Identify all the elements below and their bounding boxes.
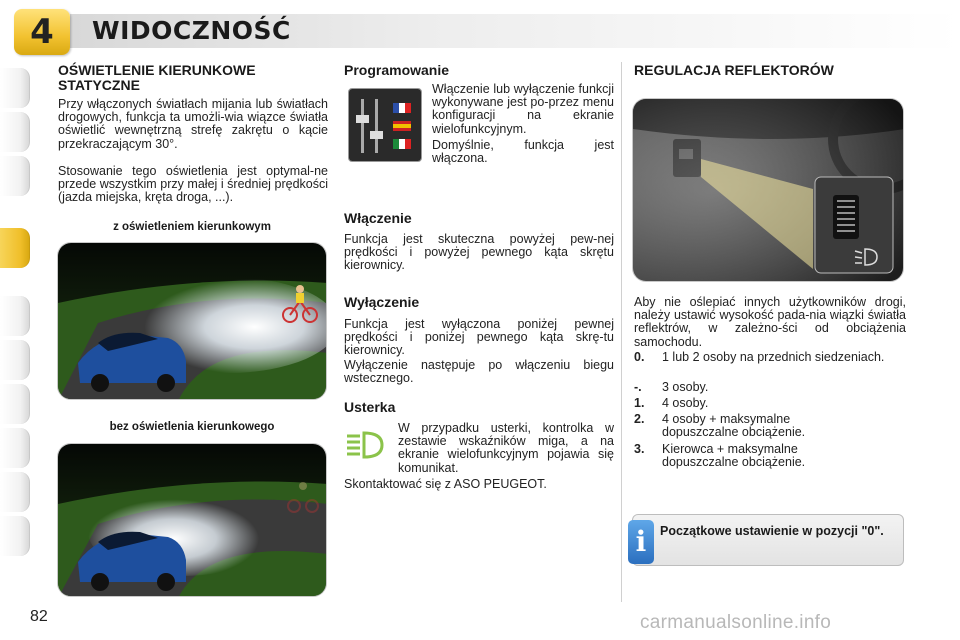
list-item-key: 3. — [634, 442, 645, 456]
info-box — [632, 514, 904, 566]
caption-without-cornering: bez oświetlenia kierunkowego — [109, 421, 275, 433]
side-tab-5[interactable] — [0, 296, 30, 336]
fault-warning-lamp-icon — [344, 428, 390, 462]
side-tab-2[interactable] — [0, 112, 30, 152]
illustration-dashboard-adjuster — [632, 98, 904, 282]
column-divider — [621, 62, 622, 602]
paragraph-static-cornering-1: Przy włączonych światłach mijania lub światłach drogowych, funkcja ta umożli-wia wiązce światła oświetlić wewnętrzną strefę zakrętu o kącie przekraczającym 30°. — [58, 97, 328, 151]
config-screen-icon — [348, 88, 422, 162]
caption-with-cornering: z oświetleniem kierunkowym — [113, 221, 271, 233]
list-item-key: 1. — [634, 396, 645, 410]
section-heading-fault: Usterka — [344, 399, 396, 415]
paragraph-headlamp-intro: Aby nie oślepiać innych użytkowników drogi, należy ustawić wysokość pada-nia wiązki światła reflektrów, w zależno-ści od obciążenia samochodu. — [634, 295, 906, 349]
paragraph-deactivation-1: Funkcja jest wyłączona poniżej pewnej prędkości i poniżej pewnego kąta skrę-tu kierownicy. — [344, 317, 614, 358]
side-tab-10[interactable] — [0, 516, 30, 556]
paragraph-fault-contact: Skontaktować się z ASO PEUGEOT. — [344, 477, 547, 491]
section-heading-deactivation: Wyłączenie — [344, 294, 420, 310]
page-title: WIDOCZNOŚĆ — [92, 16, 291, 45]
side-tab-1[interactable] — [0, 68, 30, 108]
paragraph-fault: W przypadku usterki, kontrolka w zestawie wskaźników miga, a na ekranie wielofunkcyjnym pojawia się komunikat. — [398, 421, 614, 475]
paragraph-programming-2: Domyślnie, funkcja jest włączona. — [432, 138, 614, 166]
section-heading-activation: Włączenie — [344, 210, 412, 226]
side-tab-3[interactable] — [0, 156, 30, 196]
paragraph-activation: Funkcja jest skuteczna powyżej pew-nej prędkości i powyżej pewnego kąta skrętu kierownicy. — [344, 232, 614, 273]
paragraph-static-cornering-2: Stosowanie tego oświetlenia jest optymal-ne przede wszystkim przy małej i średniej prędkości (jazda miejska, kręta droga, ...). — [58, 164, 328, 205]
list-item-text: 1 lub 2 osoby na przednich siedzeniach. — [662, 350, 885, 364]
section-heading-static-cornering: OŚWIETLENIE KIERUNKOWE STATYCZNE — [58, 62, 256, 93]
list-item-text: 4 osoby. — [662, 396, 709, 410]
list-item-text: 3 osoby. — [662, 380, 709, 394]
list-item-key: 2. — [634, 412, 645, 426]
side-tab-9[interactable] — [0, 472, 30, 512]
illustration-without-cornering-light — [57, 443, 327, 597]
section-heading-headlamp-adjustment: REGULACJA REFLEKTORÓW — [634, 62, 834, 78]
list-item-key: 0. — [634, 350, 645, 364]
paragraph-programming-1: Włączenie lub wyłączenie funkcji wykonywane jest po-przez menu konfiguracji na ekranie wielofunkcyjnym. — [432, 82, 614, 136]
section-heading-programming: Programowanie — [344, 62, 450, 78]
paragraph-deactivation-2: Wyłączenie następuje po włączeniu biegu wstecznego. — [344, 358, 614, 386]
page-number: 82 — [30, 608, 48, 625]
side-tab-6[interactable] — [0, 340, 30, 380]
side-tab-7[interactable] — [0, 384, 30, 424]
info-text: Początkowe ustawienie w pozycji "0". — [660, 524, 884, 538]
watermark: carmanualsonline.info — [640, 612, 832, 633]
list-item-text: 4 osoby + maksymalne dopuszczalne obciążenie. — [662, 412, 806, 440]
list-item-key: -. — [634, 380, 642, 394]
side-tab-active[interactable] — [0, 228, 30, 268]
info-icon: i — [628, 520, 654, 564]
list-item-text: Kierowca + maksymalne dopuszczalne obciążenie. — [662, 442, 806, 470]
chapter-number: 4 — [30, 12, 54, 52]
illustration-with-cornering-light — [57, 242, 327, 400]
side-tab-8[interactable] — [0, 428, 30, 468]
